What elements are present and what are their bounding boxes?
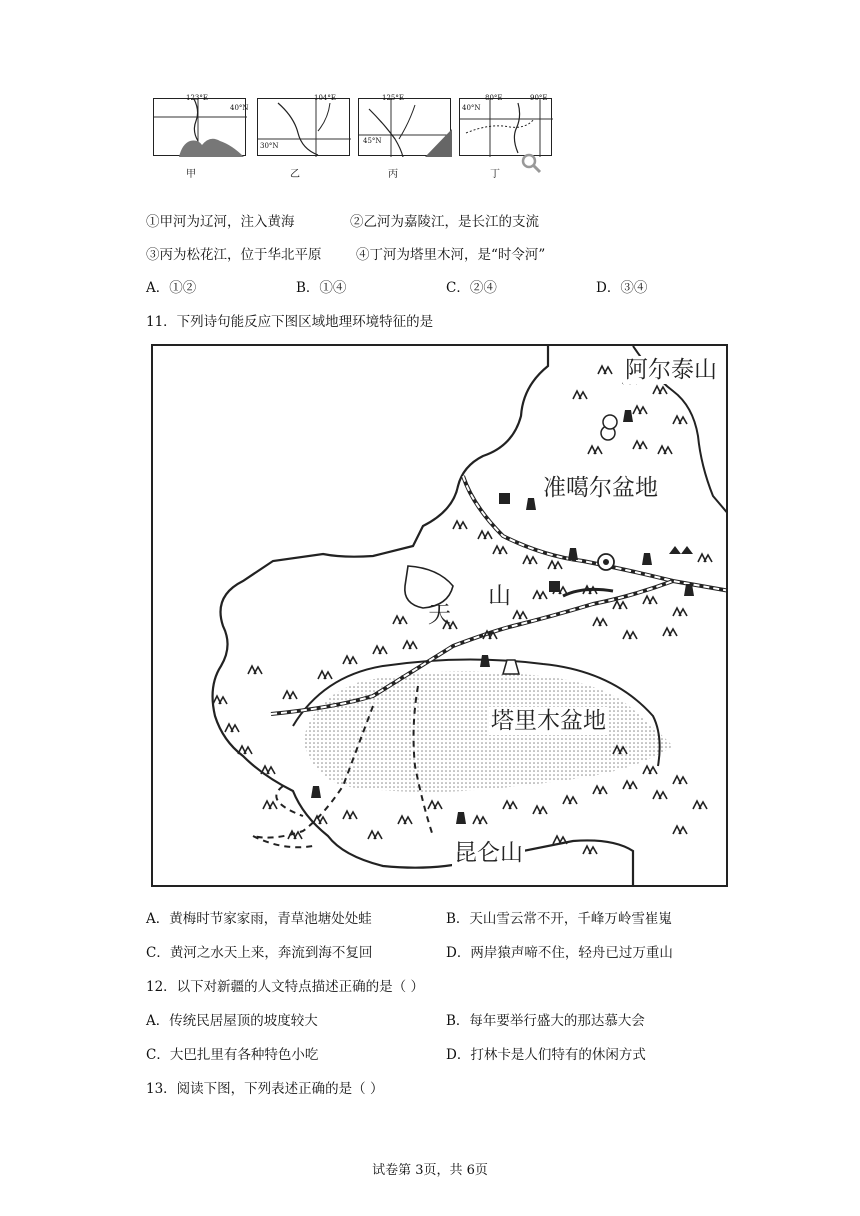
caption-jia: 甲 bbox=[186, 169, 196, 180]
q11-option-c[interactable]: C．黄河之水天上来，奔流到海不复回 bbox=[146, 945, 373, 961]
coord-label: 125°E bbox=[382, 94, 404, 102]
mini-map-bing bbox=[358, 98, 451, 156]
q11-stem: 11．下列诗句能反应下图区域地理环境特征的是 bbox=[146, 314, 434, 330]
q10-option-b[interactable]: B．①④ bbox=[296, 280, 347, 296]
coord-label: 30°N bbox=[260, 142, 279, 150]
coord-label: 104°E bbox=[314, 94, 336, 102]
q10-statement-2: ②乙河为嘉陵江，是长江的支流 bbox=[350, 214, 539, 230]
label-junggar: 准噶尔盆地 bbox=[543, 475, 658, 501]
caption-bing: 丙 bbox=[388, 169, 398, 180]
label-tarim: 塔里木盆地 bbox=[491, 708, 606, 734]
page-footer: 试卷第 3页，共 6页 bbox=[372, 1163, 488, 1178]
coord-label: 45°N bbox=[363, 137, 382, 145]
caption-ding: 丁 bbox=[490, 169, 500, 180]
label-shan: 山 bbox=[488, 583, 511, 609]
q10-statement-1: ①甲河为辽河，注入黄海 bbox=[146, 214, 295, 230]
city-square bbox=[549, 581, 560, 592]
zoom-icon[interactable] bbox=[520, 152, 544, 176]
coord-label: 40°N bbox=[462, 104, 481, 112]
coord-label: 80°E bbox=[485, 94, 503, 102]
q12-option-a[interactable]: A．传统民居屋顶的坡度较大 bbox=[146, 1013, 318, 1029]
q11-option-a[interactable]: A．黄梅时节家家雨，青草池塘处处蛙 bbox=[146, 911, 372, 927]
xinjiang-map bbox=[151, 344, 728, 887]
coord-label: 123°E bbox=[186, 94, 208, 102]
label-altai: 阿尔泰山 bbox=[625, 357, 717, 383]
label-kunlun: 昆仑山 bbox=[454, 840, 523, 866]
q11-option-b[interactable]: B．天山雪云常不开，千峰万岭雪崔嵬 bbox=[446, 911, 672, 927]
label-tian: 天 bbox=[428, 602, 451, 628]
q13-stem: 13．阅读下图，下列表述正确的是（ ） bbox=[146, 1081, 384, 1097]
coord-label: 90°E bbox=[530, 94, 548, 102]
q10-option-a[interactable]: A．①② bbox=[146, 280, 197, 296]
coord-label: 40°N bbox=[230, 104, 249, 112]
q12-option-d[interactable]: D．打林卡是人们特有的休闲方式 bbox=[446, 1047, 646, 1063]
q12-option-b[interactable]: B．每年要举行盛大的那达慕大会 bbox=[446, 1013, 645, 1029]
caption-yi: 乙 bbox=[290, 169, 300, 180]
q10-mini-maps bbox=[150, 90, 550, 185]
city-square bbox=[499, 493, 510, 504]
q12-option-c[interactable]: C．大巴扎里有各种特色小吃 bbox=[146, 1047, 319, 1063]
q12-stem: 12．以下对新疆的人文特点描述正确的是（ ） bbox=[146, 979, 424, 995]
q10-option-d[interactable]: D．③④ bbox=[596, 280, 648, 296]
q10-option-c[interactable]: C．②④ bbox=[446, 280, 497, 296]
q11-option-d[interactable]: D．两岸猿声啼不住，轻舟已过万重山 bbox=[446, 945, 673, 961]
q10-statement-4: ④丁河为塔里木河，是“时令河” bbox=[356, 247, 546, 263]
q10-statement-3: ③丙为松花江，位于华北平原 bbox=[146, 247, 322, 263]
